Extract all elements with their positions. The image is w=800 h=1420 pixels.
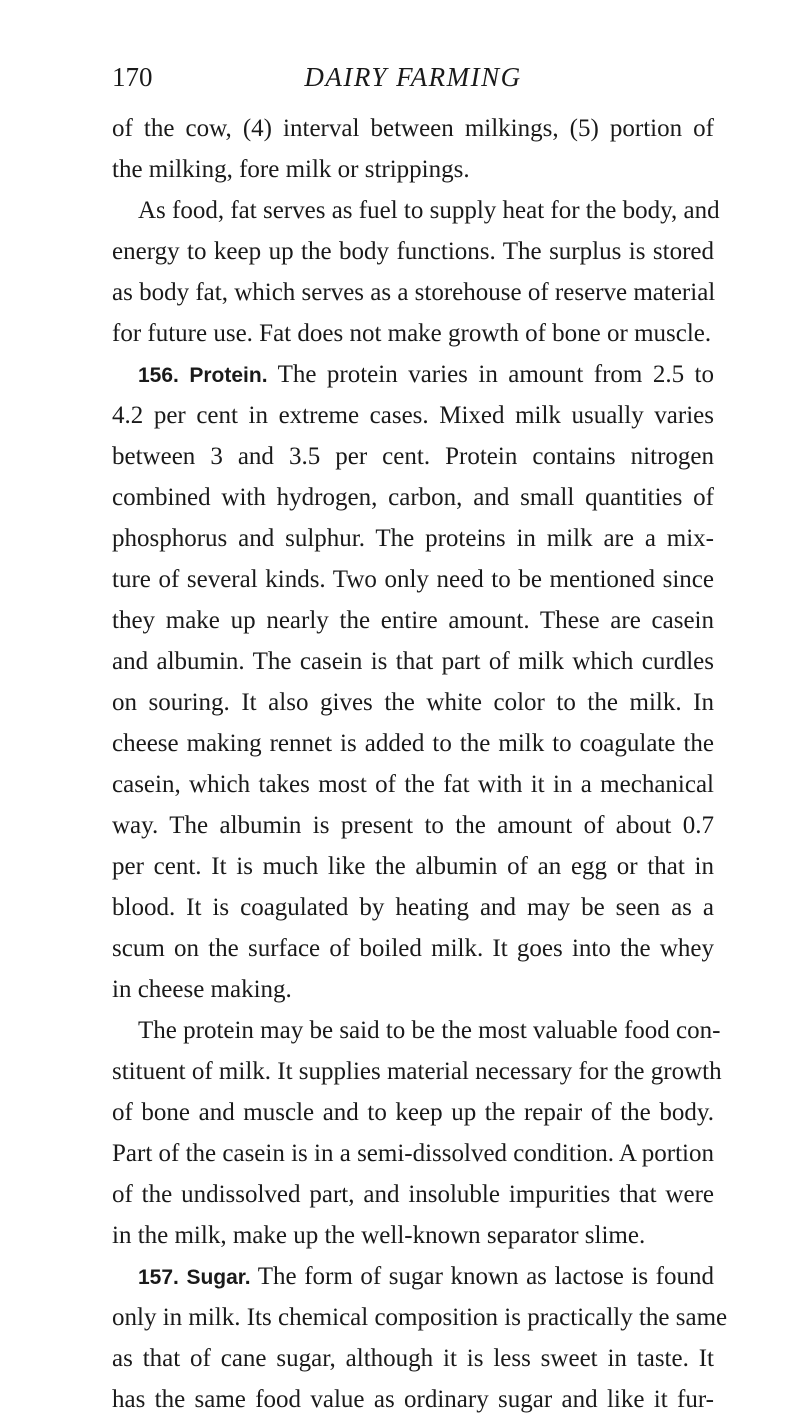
text-line: ture of several kinds. Two only need to be mentioned since <box>112 566 714 593</box>
section-heading-protein <box>112 354 714 395</box>
body-text <box>112 108 728 1420</box>
text-line: cheese making rennet is added to the milk to coagulate the <box>112 730 714 757</box>
running-title: DAIRY FARMING <box>304 62 522 92</box>
text-line: and albumin. The casein is that part of milk which curdles <box>112 648 714 675</box>
text-line: stituent of milk. It supplies material necessary for the growth <box>112 1058 722 1085</box>
text-line: 4.2 per cent in extreme cases. Mixed milk usually varies <box>112 402 714 429</box>
text-line: casein, which takes most of the fat with it in a mechanical <box>112 771 714 798</box>
section-text: The form of sugar known as lactose is found <box>250 1263 715 1290</box>
text-line: as that of cane sugar, although it is less sweet in taste. It <box>112 1345 714 1372</box>
text-line: between 3 and 3.5 per cent. Protein contains nitrogen <box>112 443 714 470</box>
text-line: has the same food value as ordinary sugar and like it fur- <box>112 1386 714 1413</box>
section-heading-sugar <box>112 1256 714 1297</box>
text-line: only in milk. Its chemical composition is practically the same <box>112 1304 728 1331</box>
text-line: of bone and muscle and to keep up the repair of the body. <box>112 1099 714 1126</box>
text-line: in the milk, make up the well-known separator slime. <box>112 1222 646 1249</box>
section-number: 156. <box>138 364 179 387</box>
text-line: way. The albumin is present to the amount of about 0.7 <box>112 812 714 839</box>
section-title: Sugar. <box>186 1266 251 1289</box>
section-title: Protein. <box>189 364 268 387</box>
text-line: on souring. It also gives the white color to the milk. In <box>112 689 714 716</box>
text-line: energy to keep up the body functions. The surplus is stored <box>112 238 714 265</box>
section-number: 157. <box>138 1266 179 1289</box>
text-line: as body fat, which serves as a storehouse of reserve material <box>112 279 716 306</box>
text-line: combined with hydrogen, carbon, and small quantities of <box>112 484 714 511</box>
text-line: As food, fat serves as fuel to supply heat for the body, and <box>138 197 720 224</box>
section-text: The protein varies in amount from 2.5 to <box>267 361 714 388</box>
text-line: per cent. It is much like the albumin of an egg or that in <box>112 853 714 880</box>
text-line: The protein may be said to be the most valuable food con- <box>138 1017 721 1044</box>
page-number: 170 <box>112 62 153 92</box>
text-line: they make up nearly the entire amount. These are casein <box>112 607 714 634</box>
text-line: of the cow, (4) interval between milkings, (5) portion of <box>112 115 714 142</box>
text-line: blood. It is coagulated by heating and may be seen as a <box>112 894 714 921</box>
text-line: in cheese making. <box>112 976 292 1003</box>
text-line: the milking, fore milk or strippings. <box>112 156 470 183</box>
text-line: for future use. Fat does not make growth of bone or muscle. <box>112 320 712 347</box>
running-head <box>112 62 714 96</box>
text-line: Part of the casein is in a semi-dissolved condition. A portion <box>112 1140 715 1167</box>
text-line: phosphorus and sulphur. The proteins in milk are a mix- <box>112 525 714 552</box>
text-line: scum on the surface of boiled milk. It goes into the whey <box>112 935 714 962</box>
text-line: of the undissolved part, and insoluble impurities that were <box>112 1181 714 1208</box>
